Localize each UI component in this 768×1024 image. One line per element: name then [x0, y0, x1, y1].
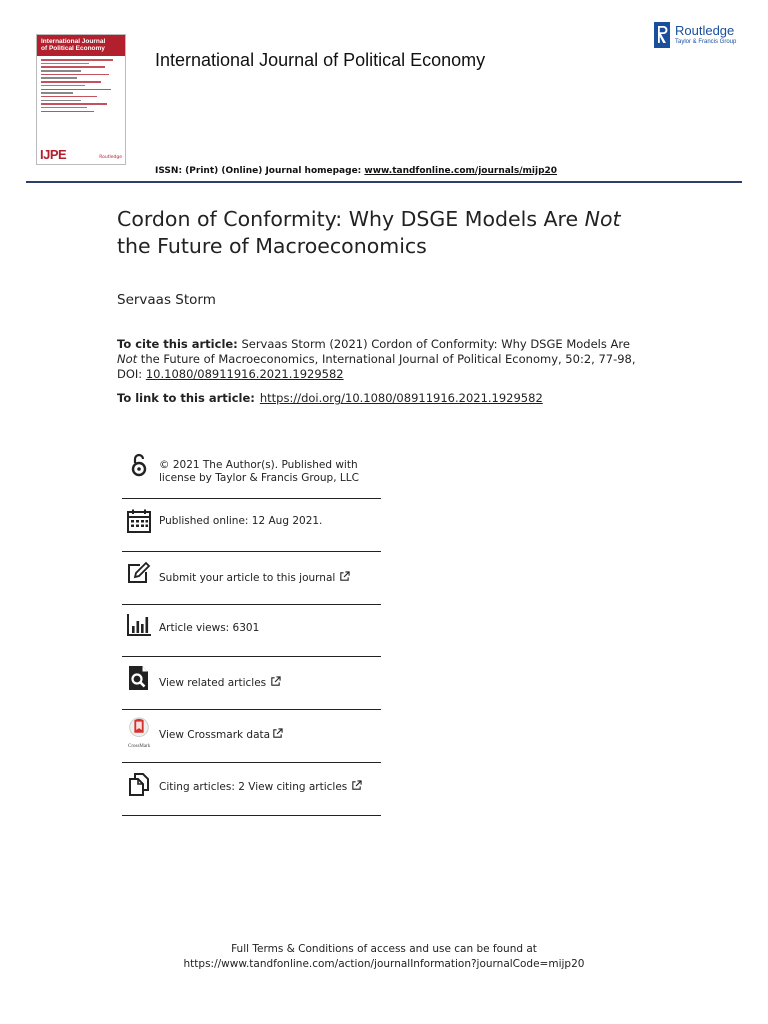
external-link-icon [339, 571, 350, 582]
license-line-1: © 2021 The Author(s). Published with [159, 459, 358, 471]
open-access-icon [126, 452, 152, 478]
cover-title-line-1: International Journal [41, 38, 106, 45]
calendar-icon [126, 508, 152, 534]
citing-row[interactable] [122, 763, 381, 816]
routledge-logo[interactable] [654, 22, 746, 50]
issn-line [155, 166, 557, 176]
cite-text-2: the Future of Macroeconomics, International Journal of Political Economy, 50:2, 77-98, DOI: [117, 352, 636, 381]
cover-logo: IJPE [40, 147, 67, 162]
license-line-2: license by Taylor & Francis Group, LLC [159, 472, 359, 484]
citation-block [117, 337, 637, 382]
cite-doi-link[interactable]: 10.1080/08911916.2021.1929582 [145, 367, 344, 381]
published-date: Published online: 12 Aug 2021. [159, 515, 323, 527]
routledge-r-icon [654, 22, 670, 48]
crossmark-icon [126, 717, 152, 743]
footer-terms [0, 942, 768, 972]
journal-homepage-link[interactable]: www.tandfonline.com/journals/mijp20 [364, 166, 558, 176]
cite-text: Servaas Storm (2021) Cordon of Conformity: Why DSGE Models Are [237, 337, 630, 351]
article-title-part-2: the Future of Macroeconomics [117, 234, 427, 258]
author-name: Servaas Storm [117, 292, 216, 308]
external-link-icon [351, 780, 362, 791]
routledge-name: Routledge [675, 23, 735, 38]
submit-article-link[interactable]: Submit your article to this journal [159, 572, 336, 584]
header-divider [26, 181, 742, 183]
article-info-list [122, 447, 381, 816]
crossmark-row[interactable] [122, 710, 381, 763]
article-views: Article views: 6301 [159, 622, 260, 634]
article-doi-link[interactable]: https://doi.org/10.1080/08911916.2021.1929582 [259, 391, 543, 405]
views-row [122, 605, 381, 657]
article-title [117, 206, 657, 260]
routledge-subtitle: Taylor & Francis Group [675, 39, 737, 45]
bar-chart-icon [126, 612, 152, 638]
external-link-icon [270, 676, 281, 687]
related-row[interactable] [122, 657, 381, 710]
published-row [122, 499, 381, 552]
related-articles-icon [126, 665, 152, 691]
cover-publisher: Routledge [99, 155, 122, 160]
cite-emphasis: Not [117, 352, 138, 366]
cover-contents [37, 56, 125, 112]
crossmark-link[interactable]: View Crossmark data [159, 729, 271, 741]
crossmark-icon-label: CrossMark [128, 744, 151, 749]
journal-title: International Journal of Political Economy [155, 50, 486, 70]
journal-cover [36, 34, 126, 165]
cover-title [37, 35, 125, 56]
external-link-icon [272, 728, 283, 739]
link-label: To link to this article: [117, 391, 255, 405]
article-title-emphasis: Not [584, 207, 621, 231]
related-articles-link[interactable]: View related articles [159, 677, 267, 689]
submit-row[interactable] [122, 552, 381, 605]
article-title-part-1: Cordon of Conformity: Why DSGE Models Are [117, 207, 585, 231]
license-row [122, 447, 381, 499]
article-link-line [117, 391, 543, 405]
footer-terms-link[interactable]: https://www.tandfonline.com/action/journalInformation?journalCode=mijp20 [183, 958, 585, 970]
cover-title-line-2: of Political Economy [41, 45, 105, 52]
issn-text: ISSN: (Print) (Online) Journal homepage: [155, 166, 365, 176]
citing-articles-icon [126, 771, 152, 797]
citing-articles-link[interactable]: Citing articles: 2 View citing articles [159, 781, 348, 793]
footer-line-1: Full Terms & Conditions of access and use can be found at [231, 943, 537, 955]
edit-icon [126, 560, 152, 586]
cite-label: To cite this article: [117, 337, 238, 351]
